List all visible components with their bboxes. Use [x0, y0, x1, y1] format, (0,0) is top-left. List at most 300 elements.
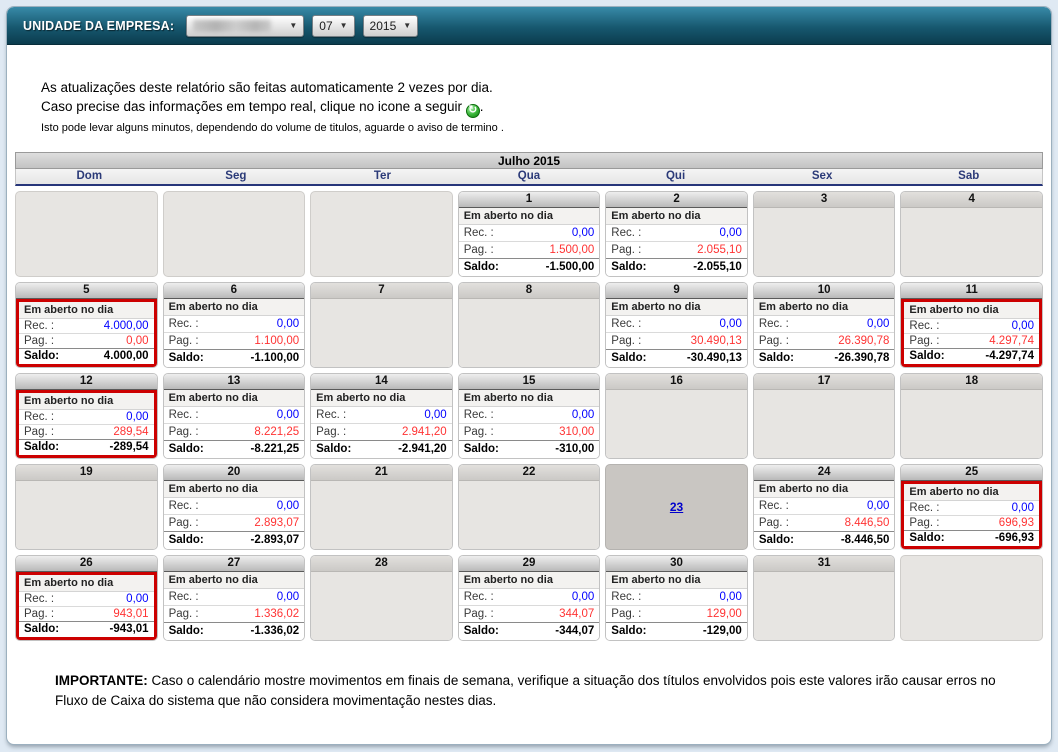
- open-in-day-label: Em aberto no dia: [754, 299, 895, 316]
- day-open-panel: [164, 481, 305, 549]
- amount-value: -696,93: [994, 532, 1034, 545]
- amount-value: -289,54: [109, 441, 149, 454]
- day-number: 8: [459, 283, 600, 299]
- day-number: 28: [311, 556, 452, 572]
- day-cell: [753, 282, 896, 368]
- amount-value: 0,00: [126, 334, 149, 347]
- amount-value: 0,00: [126, 410, 149, 423]
- day-number: 25: [901, 465, 1042, 481]
- open-in-day-label: Em aberto no dia: [459, 572, 600, 589]
- amount-row: [19, 348, 154, 363]
- day-number: 19: [16, 465, 157, 481]
- amount-row: [19, 621, 154, 636]
- day-cell: [15, 555, 158, 641]
- amount-label: Saldo:: [463, 625, 499, 638]
- chevron-down-icon: ▼: [339, 21, 348, 30]
- amount-value: 4.000,00: [103, 350, 149, 363]
- day-number: 7: [311, 283, 452, 299]
- amount-label: Pag. :: [316, 425, 347, 438]
- amount-value: 0,00: [571, 590, 595, 603]
- day-empty-body: [311, 572, 452, 640]
- open-in-day-label: Em aberto no dia: [904, 484, 1039, 501]
- weekday-label: Sab: [958, 169, 980, 182]
- open-in-day-label: Em aberto no dia: [164, 299, 305, 316]
- day-open-panel: [164, 299, 305, 367]
- amount-label: Saldo:: [24, 350, 60, 363]
- weekday-header-row: [15, 169, 1043, 186]
- amount-label: Saldo:: [168, 534, 204, 547]
- day-number: 1: [459, 192, 600, 208]
- day-number: 2: [606, 192, 747, 208]
- day-number: 20: [164, 465, 305, 481]
- amount-row: [606, 242, 747, 259]
- amount-row: [606, 349, 747, 366]
- amount-label: Pag. :: [611, 607, 642, 620]
- day-number: 30: [606, 556, 747, 572]
- chevron-down-icon: ▼: [289, 21, 298, 30]
- amount-row: [164, 349, 305, 366]
- amount-label: Rec. :: [758, 317, 789, 330]
- amount-row: [164, 606, 305, 623]
- amount-label: Pag. :: [909, 334, 940, 347]
- day-open-panel: [311, 390, 452, 458]
- day-empty-body: [754, 208, 895, 276]
- amount-label: Saldo:: [24, 441, 60, 454]
- amount-label: Rec. :: [168, 408, 199, 421]
- amount-value: -26.390,78: [834, 352, 890, 365]
- day-empty-body: [311, 481, 452, 549]
- amount-value: 0,00: [867, 317, 890, 330]
- company-select[interactable]: [186, 15, 304, 37]
- amount-label: Saldo:: [909, 532, 945, 545]
- amount-row: [904, 501, 1039, 516]
- amount-label: Saldo:: [168, 625, 204, 638]
- weekday-label: Qua: [517, 169, 541, 182]
- amount-row: [459, 440, 600, 457]
- day-number: 31: [754, 556, 895, 572]
- day-cell: [458, 282, 601, 368]
- day-cell: [900, 464, 1043, 550]
- amount-label: Pag. :: [611, 243, 642, 256]
- day-open-panel: [754, 481, 895, 549]
- today-cell: [605, 464, 748, 550]
- amount-value: 0,00: [276, 408, 300, 421]
- calendar-week-row: [15, 191, 1043, 277]
- day-cell: [458, 555, 601, 641]
- day-cell: [753, 191, 896, 277]
- amount-row: [164, 498, 305, 515]
- day-open-panel: [606, 208, 747, 276]
- amount-label: Saldo:: [909, 350, 945, 363]
- amount-row: [459, 606, 600, 623]
- amount-row: [459, 242, 600, 259]
- amount-row: [164, 440, 305, 457]
- day-empty-body: [754, 390, 895, 458]
- amount-label: Saldo:: [611, 261, 647, 274]
- amount-label: Pag. :: [611, 334, 642, 347]
- amount-value: 344,07: [559, 607, 595, 620]
- amount-row: [904, 319, 1039, 334]
- company-unit-label: UNIDADE DA EMPRESA:: [23, 18, 175, 33]
- amount-value: -8.446,50: [840, 534, 890, 547]
- day-cell: [753, 555, 896, 641]
- open-in-day-label: Em aberto no dia: [459, 390, 600, 407]
- amount-row: [164, 515, 305, 532]
- day-number: 10: [754, 283, 895, 299]
- amount-value: -1.500,00: [545, 261, 595, 274]
- amount-label: Rec. :: [611, 590, 642, 603]
- day-empty-body: [459, 481, 600, 549]
- amount-value: 30.490,13: [690, 334, 742, 347]
- calendar-month-title: Julho 2015: [15, 152, 1043, 169]
- day-empty-body: [754, 572, 895, 640]
- amount-label: Saldo:: [24, 623, 60, 636]
- amount-row: [459, 225, 600, 242]
- calendar-week-row: [15, 373, 1043, 459]
- day-number: 29: [459, 556, 600, 572]
- day-number: 14: [311, 374, 452, 390]
- day-open-panel: [459, 390, 600, 458]
- weekday-label: Qui: [665, 169, 686, 182]
- amount-row: [606, 589, 747, 606]
- amount-row: [459, 622, 600, 639]
- amount-label: Saldo:: [463, 443, 499, 456]
- amount-value: 0,00: [1011, 319, 1034, 332]
- blank-day-cell: [15, 191, 158, 277]
- open-in-day-label: Em aberto no dia: [606, 208, 747, 225]
- amount-row: [459, 407, 600, 424]
- amount-row: [754, 515, 895, 532]
- amount-value: 26.390,78: [838, 334, 890, 347]
- amount-row: [754, 349, 895, 366]
- amount-value: 0,00: [719, 317, 742, 330]
- day-open-panel-highlighted: [901, 481, 1042, 549]
- amount-value: -2.055,10: [693, 261, 742, 274]
- amount-row: [311, 440, 452, 457]
- open-in-day-label: Em aberto no dia: [904, 302, 1039, 319]
- amount-row: [459, 424, 600, 441]
- day-number: 21: [311, 465, 452, 481]
- amount-value: -4.297,74: [985, 350, 1034, 363]
- amount-label: Rec. :: [168, 499, 199, 512]
- amount-label: Rec. :: [168, 317, 199, 330]
- open-in-day-label: Em aberto no dia: [754, 481, 895, 498]
- day-open-panel: [606, 572, 747, 640]
- day-cell: [605, 373, 748, 459]
- day-number: 18: [901, 374, 1042, 390]
- chevron-down-icon: ▼: [403, 21, 412, 30]
- open-in-day-label: Em aberto no dia: [164, 481, 305, 498]
- day-empty-body: [311, 299, 452, 367]
- important-note: [55, 671, 1007, 711]
- day-number: 22: [459, 465, 600, 481]
- open-in-day-label: Em aberto no dia: [19, 302, 154, 319]
- day-cell: [163, 464, 306, 550]
- day-cell: [900, 282, 1043, 368]
- amount-value: -2.941,20: [398, 443, 447, 456]
- amount-row: [904, 334, 1039, 349]
- day-empty-body: [606, 390, 747, 458]
- day-cell: [15, 373, 158, 459]
- info-line-1: As atualizações deste relatório são feitas automaticamente 2 vezes por dia.: [41, 80, 493, 95]
- day-empty-body: [459, 299, 600, 367]
- amount-value: 1.500,00: [549, 243, 595, 256]
- amount-value: -1.100,00: [250, 352, 300, 365]
- day-cell: [900, 191, 1043, 277]
- amount-value: 4.000,00: [103, 319, 149, 332]
- amount-value: 4.297,74: [989, 334, 1034, 347]
- day-open-panel-highlighted: [901, 299, 1042, 367]
- day-number: 17: [754, 374, 895, 390]
- day-open-panel: [164, 390, 305, 458]
- day-cell: [458, 191, 601, 277]
- day-number: 9: [606, 283, 747, 299]
- amount-row: [459, 258, 600, 275]
- day-open-panel: [459, 208, 600, 276]
- day-empty-body: [16, 481, 157, 549]
- amount-value: 0,00: [719, 226, 742, 239]
- amount-label: Rec. :: [463, 226, 494, 239]
- amount-row: [164, 407, 305, 424]
- amount-value: 1.336,02: [254, 607, 300, 620]
- amount-row: [19, 410, 154, 425]
- amount-value: 943,01: [113, 607, 149, 620]
- amount-row: [904, 348, 1039, 363]
- day-cell: [310, 282, 453, 368]
- amount-value: 0,00: [571, 226, 595, 239]
- amount-value: 289,54: [113, 425, 149, 438]
- blank-day-cell: [900, 555, 1043, 641]
- amount-row: [311, 424, 452, 441]
- amount-row: [164, 316, 305, 333]
- day-cell: [753, 373, 896, 459]
- open-in-day-label: Em aberto no dia: [164, 572, 305, 589]
- day-cell: [458, 373, 601, 459]
- amount-label: Rec. :: [611, 317, 642, 330]
- amount-row: [19, 592, 154, 607]
- calendar-week-row: [15, 555, 1043, 641]
- day-cell: [163, 555, 306, 641]
- amount-value: 2.941,20: [401, 425, 447, 438]
- weekday-label: Sex: [811, 169, 833, 182]
- important-text: Caso o calendário mostre movimentos em finais de semana, verifique a situação dos títulos envolvidos pois este valores irão causar erros no Fluxo de Caixa do sistema que não considera movimentação nestes dias.: [55, 672, 996, 708]
- amount-value: 0,00: [719, 590, 742, 603]
- amount-row: [606, 606, 747, 623]
- amount-value: -344,07: [555, 625, 595, 638]
- refresh-icon[interactable]: ↻: [466, 104, 480, 118]
- day-open-panel: [459, 572, 600, 640]
- amount-row: [904, 516, 1039, 531]
- amount-value: 2.893,07: [254, 516, 300, 529]
- amount-value: 8.446,50: [844, 516, 890, 529]
- amount-label: Saldo:: [758, 534, 794, 547]
- year-select[interactable]: [363, 15, 419, 37]
- amount-label: Rec. :: [24, 410, 55, 423]
- amount-label: Pag. :: [758, 334, 789, 347]
- amount-label: Rec. :: [909, 319, 940, 332]
- open-in-day-label: Em aberto no dia: [164, 390, 305, 407]
- amount-label: Rec. :: [316, 408, 347, 421]
- amount-row: [754, 333, 895, 350]
- amount-row: [606, 333, 747, 350]
- calendar-week-row: [15, 282, 1043, 368]
- amount-row: [164, 589, 305, 606]
- amount-row: [606, 225, 747, 242]
- blank-day-cell: [163, 191, 306, 277]
- amount-value: 0,00: [276, 590, 300, 603]
- amount-value: 0,00: [571, 408, 595, 421]
- amount-label: Rec. :: [611, 226, 642, 239]
- today-day-link[interactable]: 23: [669, 499, 684, 514]
- amount-row: [904, 530, 1039, 545]
- info-line-2: Caso precise das informações em tempo real, clique no icone a seguir ↻ .: [41, 99, 484, 116]
- day-number: 24: [754, 465, 895, 481]
- amount-label: Pag. :: [758, 516, 789, 529]
- day-cell: [310, 373, 453, 459]
- day-cell: [310, 555, 453, 641]
- month-select[interactable]: [312, 15, 354, 37]
- amount-value: 0,00: [276, 499, 300, 512]
- day-open-panel-highlighted: [16, 390, 157, 458]
- amount-row: [19, 425, 154, 440]
- amount-label: Pag. :: [24, 425, 55, 438]
- amount-label: Pag. :: [24, 334, 55, 347]
- day-open-panel: [754, 299, 895, 367]
- amount-value: -30.490,13: [686, 352, 742, 365]
- amount-row: [606, 258, 747, 275]
- amount-row: [754, 316, 895, 333]
- amount-row: [606, 622, 747, 639]
- day-empty-body: [901, 390, 1042, 458]
- amount-value: 310,00: [559, 425, 595, 438]
- amount-value: -943,01: [109, 623, 149, 636]
- amount-label: Saldo:: [168, 352, 204, 365]
- amount-row: [164, 531, 305, 548]
- amount-value: 2.055,10: [697, 243, 742, 256]
- amount-value: -1.336,02: [250, 625, 300, 638]
- amount-label: Pag. :: [463, 607, 494, 620]
- day-cell: [15, 282, 158, 368]
- amount-label: Pag. :: [24, 607, 55, 620]
- update-info-text: [41, 78, 1051, 136]
- amount-value: 8.221,25: [254, 425, 300, 438]
- amount-row: [459, 589, 600, 606]
- amount-row: [754, 498, 895, 515]
- report-panel: [6, 6, 1052, 745]
- amount-label: Saldo:: [168, 443, 204, 456]
- day-number: 12: [16, 374, 157, 390]
- amount-label: Pag. :: [168, 607, 199, 620]
- amount-label: Pag. :: [463, 243, 494, 256]
- day-cell: [605, 282, 748, 368]
- amount-value: 129,00: [706, 607, 742, 620]
- amount-value: -8.221,25: [250, 443, 300, 456]
- amount-label: Rec. :: [24, 319, 55, 332]
- amount-label: Rec. :: [758, 499, 789, 512]
- amount-row: [19, 334, 154, 349]
- amount-label: Pag. :: [168, 334, 199, 347]
- amount-row: [311, 407, 452, 424]
- amount-value: 1.100,00: [254, 334, 300, 347]
- day-number: 27: [164, 556, 305, 572]
- open-in-day-label: Em aberto no dia: [606, 572, 747, 589]
- open-in-day-label: Em aberto no dia: [19, 575, 154, 592]
- info-line-3: Isto pode levar alguns minutos, dependendo do volume de titulos, aguarde o aviso de termino .: [41, 121, 504, 134]
- amount-value: 0,00: [276, 317, 300, 330]
- amount-row: [164, 424, 305, 441]
- day-number: 26: [16, 556, 157, 572]
- day-number: 3: [754, 192, 895, 208]
- amount-value: -129,00: [702, 625, 742, 638]
- amount-value: 0,00: [1011, 501, 1034, 514]
- day-cell: [310, 464, 453, 550]
- day-open-panel-highlighted: [16, 299, 157, 367]
- amount-row: [19, 439, 154, 454]
- day-cell: [15, 464, 158, 550]
- calendar-grid: [15, 191, 1043, 641]
- day-number: 6: [164, 283, 305, 299]
- cash-flow-calendar: [15, 152, 1043, 641]
- day-cell: [163, 373, 306, 459]
- open-in-day-label: Em aberto no dia: [606, 299, 747, 316]
- day-number: 13: [164, 374, 305, 390]
- day-cell: [605, 555, 748, 641]
- weekday-label: Seg: [225, 169, 247, 182]
- open-in-day-label: Em aberto no dia: [19, 393, 154, 410]
- amount-label: Saldo:: [611, 625, 647, 638]
- amount-value: -2.893,07: [250, 534, 300, 547]
- open-in-day-label: Em aberto no dia: [311, 390, 452, 407]
- amount-label: Pag. :: [463, 425, 494, 438]
- day-cell: [753, 464, 896, 550]
- amount-row: [606, 316, 747, 333]
- day-open-panel-highlighted: [16, 572, 157, 640]
- open-in-day-label: Em aberto no dia: [459, 208, 600, 225]
- amount-label: Pag. :: [909, 516, 940, 529]
- weekday-label: Ter: [373, 169, 391, 182]
- blank-day-cell: [310, 191, 453, 277]
- day-cell: [458, 464, 601, 550]
- amount-label: Pag. :: [168, 516, 199, 529]
- amount-value: 0,00: [424, 408, 447, 421]
- amount-label: Saldo:: [463, 261, 499, 274]
- day-number: 4: [901, 192, 1042, 208]
- amount-row: [164, 333, 305, 350]
- day-number: 15: [459, 374, 600, 390]
- year-select-value: 2015: [369, 18, 397, 33]
- day-open-panel: [164, 572, 305, 640]
- amount-label: Rec. :: [909, 501, 940, 514]
- amount-label: Saldo:: [758, 352, 794, 365]
- amount-label: Pag. :: [168, 425, 199, 438]
- amount-value: 0,00: [126, 592, 149, 605]
- calendar-week-row: [15, 464, 1043, 550]
- day-number: 11: [901, 283, 1042, 299]
- day-number: 5: [16, 283, 157, 299]
- important-label: IMPORTANTE:: [55, 672, 148, 688]
- day-cell: [900, 373, 1043, 459]
- company-select-redacted-value: [193, 20, 271, 32]
- month-select-value: 07: [319, 18, 333, 33]
- amount-row: [754, 531, 895, 548]
- day-empty-body: [901, 208, 1042, 276]
- amount-row: [19, 319, 154, 334]
- day-number: 16: [606, 374, 747, 390]
- amount-label: Saldo:: [316, 443, 352, 456]
- amount-row: [19, 607, 154, 622]
- top-toolbar: [7, 7, 1051, 45]
- day-cell: [605, 191, 748, 277]
